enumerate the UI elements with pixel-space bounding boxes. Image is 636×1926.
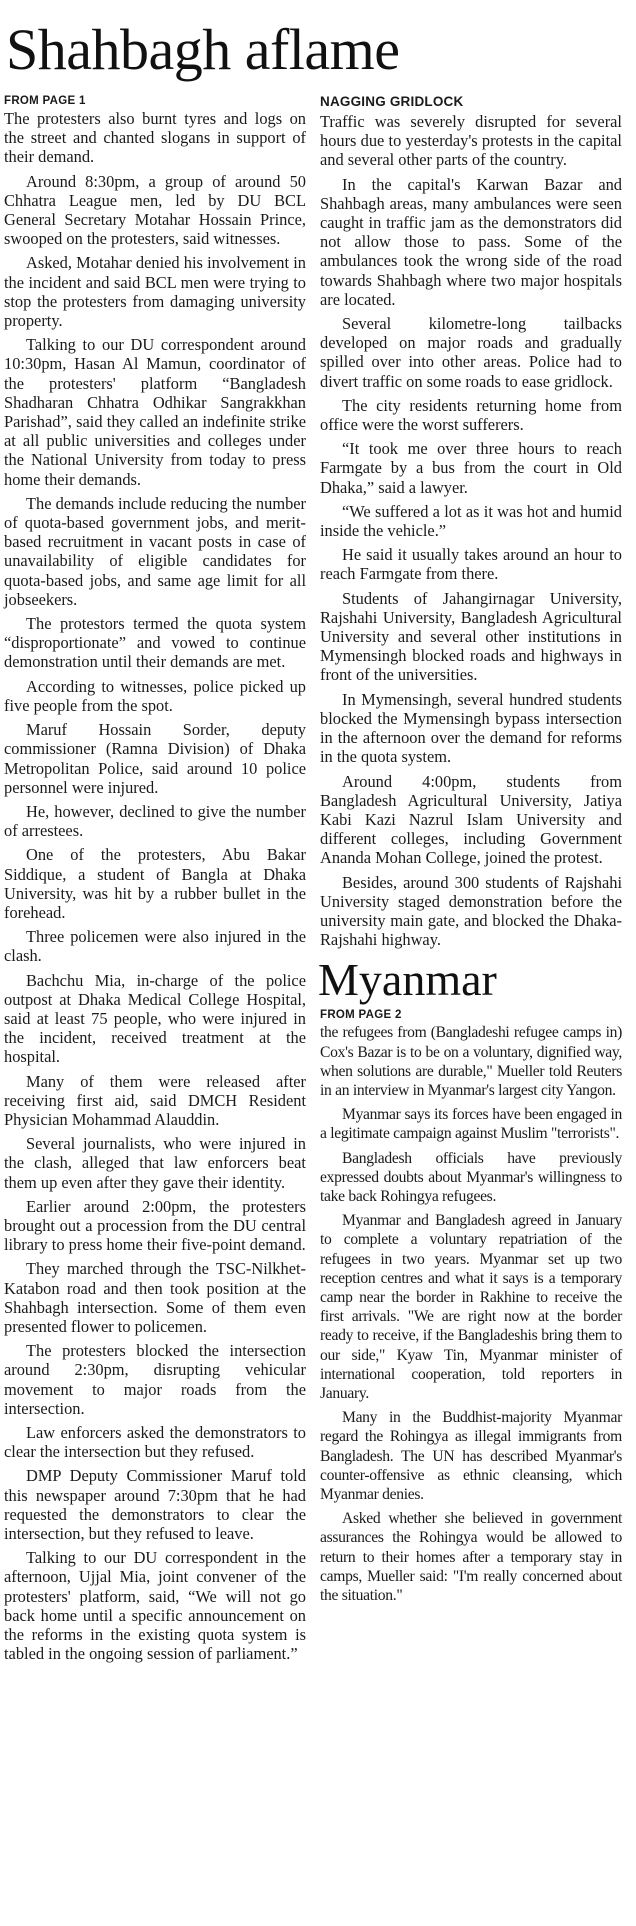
article-paragraph: He said it usually takes around an hour to reach Farmgate from there. [320,545,622,584]
article-paragraph: Around 8:30pm, a group of around 50 Chhatra League men, led by DU BCL General Secretary Motahar Hossain Prince, swooped on the protesters, said witnesses. [4,171,306,249]
article-paragraph: Earlier around 2:00pm, the protesters brought out a procession from the DU central library to press home their five-point demand. [4,1196,306,1255]
article-paragraph: The protestors termed the quota system “disproportionate” and vowed to continue demonstration until their demands are met. [4,614,306,672]
article-paragraph: Three policemen were also injured in the clash. [4,927,306,966]
article-paragraph: Around 4:00pm, students from Bangladesh Agricultural University, Jatiya Kabi Kazi Nazrul Islam University and different colleges, including Government Ananda Mohan College, joined the protest. [320,771,622,868]
article-paragraph: Myanmar says its forces have been engaged in a legitimate campaign against Muslim "terrorists". [320,1106,622,1143]
article-paragraph: Talking to our DU correspondent around 10:30pm, Hasan Al Mamun, coordinator of the protesters' platform “Bangladesh Shadharan Chhatra Odhikar Sangrakkhan Parishad”, said they called an indefinite strike at all public universities and colleges under the National University from today to press home their demands. [4,335,306,489]
article-paragraph: Traffic was severely disrupted for several hours due to yesterday's protests in the capital and several other parts of the country. [320,112,622,170]
article-paragraph: In Mymensingh, several hundred students blocked the Mymensingh bypass intersection in the afternoon over the demand for reforms in the quota system. [320,689,622,767]
myanmar-article [320,1023,622,1605]
article-paragraph: Talking to our DU correspondent in the afternoon, Ujjal Mia, joint convener of the protesters' platform, said, “We will not go back home until a specific announcement on the reforms in the existing quota system is tabled in the ongoing session of parliament.” [4,1548,306,1664]
article-paragraph: DMP Deputy Commissioner Maruf told this newspaper around 7:30pm that he had requested the demonstrators to clear the intersection, but they refused to leave. [4,1466,306,1544]
article-paragraph: Bangladesh officials have previously expressed doubts about Myanmar's willingness to take back Rohingya refugees. [320,1149,622,1205]
article-paragraph: Many of them were released after receiving first aid, said DMCH Resident Physician Mohammad Alauddin. [4,1071,306,1129]
article-paragraph: The demands include reducing the number of quota-based government jobs, and merit-based recruitment in vacant posts in case of unavailability of eligible candidates for quota-based jobs, and same age limit for all jobseekers. [4,493,306,609]
article-paragraph: Law enforcers asked the demonstrators to clear the intersection but they refused. [4,1423,306,1462]
article-paragraph: The city residents returning home from office were the worst sufferers. [320,395,622,435]
article-paragraph: Asked whether she believed in government assurances the Rohingya would be allowed to return to their homes after a temporary stay in camps, Mueller said: "I'm really concerned about the situation." [320,1510,622,1605]
myanmar-headline: Myanmar [318,954,497,1006]
left-column [4,94,306,1668]
article-paragraph: One of the protesters, Abu Bakar Siddique, a student of Bangla at Dhaka University, was hit by a rubber bullet in the forehead. [4,845,306,922]
article-paragraph: The protesters also burnt tyres and logs on the street and chanted slogans in support of their demand. [4,109,306,167]
article-paragraph: “It took me over three hours to reach Farmgate by a bus from the court in Old Dhaka,” said a lawyer. [320,439,622,497]
article-paragraph: Maruf Hossain Sorder, deputy commissioner (Ramna Division) of Dhaka Metropolitan Police, said around 10 police personnel were injured. [4,720,306,797]
article-paragraph: Myanmar and Bangladesh agreed in January to complete a voluntary repatriation of the refugees in two years. Myanmar set up two reception centres and what it says is a temporary camp near the border in Rakhine to receive the first arrivals. "We are right now at the border ready to receive, if the Bangladeshis bring them to our side," Kyaw Tin, Myanmar minister of international cooperation, told reporters in January. [320,1212,622,1402]
right-column [320,94,622,1610]
article-paragraph: He, however, declined to give the number of arrestees. [4,801,306,841]
article-paragraph: Bachchu Mia, in-charge of the police outpost at Dhaka Medical College Hospital, said at least 75 people, who were injured in the incident, received treatment at the hospital. [4,970,306,1067]
continuation-kicker: FROM PAGE 1 [4,95,86,107]
article-paragraph: Besides, around 300 students of Rajshahi University staged demonstration before the university main gate, and blocked the Dhaka-Rajshahi highway. [320,872,622,950]
article-paragraph: Students of Jahangirnagar University, Rajshahi University, Bangladesh Agricultural University and several other institutions in Mymensingh blocked roads and highways in front of the universities. [320,588,622,685]
headline: Shahbagh aflame [6,17,400,82]
article-paragraph: “We suffered a lot as it was hot and humid inside the vehicle.” [320,501,622,541]
continuation-kicker: FROM PAGE 2 [320,1009,402,1022]
article-paragraph: In the capital's Karwan Bazar and Shahbagh areas, many ambulances were seen caught in traffic jam as the demonstrators did not allow those to pass. Some of the ambulances took the wrong side of the road towards Shahbagh where two major hospitals are located. [320,174,622,309]
article-paragraph: The protesters blocked the intersection around 2:30pm, disrupting vehicular movement to major roads from the intersection. [4,1341,306,1418]
article-paragraph: Asked, Motahar denied his involvement in the incident and said BCL men were trying to stop the protesters from damaging university property. [4,253,306,331]
article-paragraph: Many in the Buddhist-majority Myanmar regard the Rohingya as illegal immigrants from Bangladesh. The UN has described Myanmar's counter-offensive as ethnic cleansing, which Myanmar denies. [320,1409,622,1503]
section-subhead: NAGGING GRIDLOCK [320,94,464,109]
article-paragraph: Several journalists, who were injured in the clash, alleged that law enforcers beat them up even after they gave their identity. [4,1134,306,1192]
article-paragraph: Several kilometre-long tailbacks developed on major roads and gradually spilled over into other areas. Police had to divert traffic on some roads to ease gridlock. [320,314,622,391]
article-paragraph: According to witnesses, police picked up five people from the spot. [4,676,306,715]
article-paragraph: They marched through the TSC-Nilkhet-Katabon road and then took position at the Shahbagh intersection. Some of them even presented flower to policemen. [4,1259,306,1336]
article-paragraph: the refugees from (Bangladeshi refugee camps in) Cox's Bazar is to be on a voluntary, dignified way, when solutions are durable," Mueller told Reuters in an interview in Myanmar's largest city Yangon. [320,1024,622,1099]
